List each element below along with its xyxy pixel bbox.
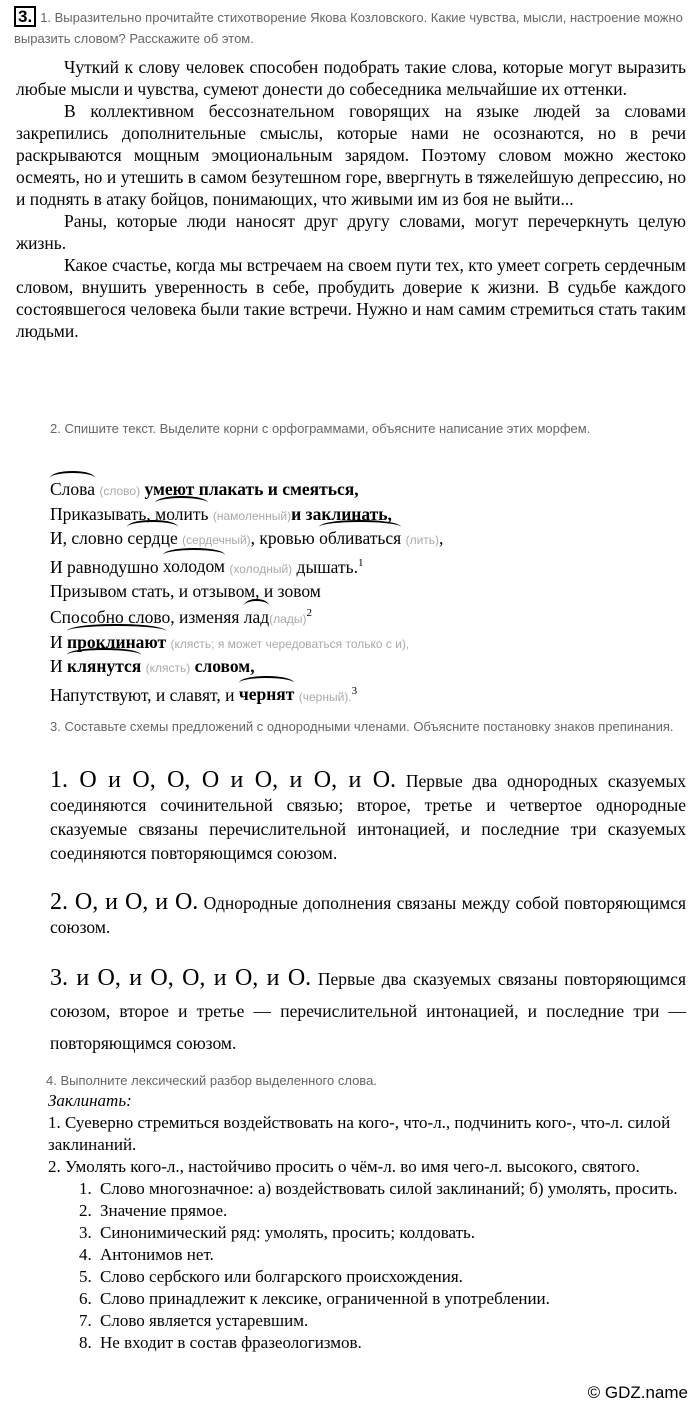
question-1 (14, 6, 692, 49)
word: холодом (163, 556, 226, 577)
poem-line: И клянутся (клясть) словом, (50, 656, 255, 677)
paragraph: В коллективном бессознательном говорящих на языке людей за словами закрепились дополнительные смыслы, которые нами не осознаются, но в речи раскрываются мощным эмоциональным зарядом. Поэтому словом можно жестоко осмеять, но и утешить в самом безутешном горе, ввергнуть в тяжелейшую депрессию, но и поднять в атаку бойцов, понимающих, что живыми им из боя не выйти... (16, 101, 686, 209)
lexical-analysis (48, 1090, 692, 1354)
footnote-mark: 2 (306, 607, 312, 620)
scheme: 1. О и О, О, О и О, и О, и О. (50, 767, 397, 793)
hint: (клясть) (145, 661, 191, 676)
poem-line: Призывом стать, и отзывом, и зовом (50, 580, 321, 601)
hint: (черный). (298, 689, 352, 704)
list-item: 8. Не входит в состав фразеологизмов. (96, 1332, 692, 1354)
answer-3-2 (50, 890, 686, 939)
hint: (намоленный) (212, 508, 292, 523)
list-item: 4. Антонимов нет. (96, 1244, 692, 1266)
meaning-1: 1. Суеверно стремиться воздействовать на кого-, что-л., подчинить кого-, что-л. силой заклинаний. (48, 1113, 671, 1154)
essay (16, 56, 686, 342)
paragraph: Чуткий к слову человек способен подобрать такие слова, которые могут выразить любые мысли и чувства, сумеют донести до собеседника мельчайшие их оттенки. (16, 57, 686, 99)
footnote-mark: 1 (358, 556, 364, 569)
list-item: 5. Слово сербского или болгарского происхождения. (96, 1266, 692, 1288)
list-item: 3. Синонимический ряд: умолять, просить; колдовать. (96, 1222, 692, 1244)
question-1-text: 1. Выразительно прочитайте стихотворение Якова Козловского. Какие чувства, мысли, настроение можно выразить словом? Расскажите об этом. (14, 10, 683, 46)
poem-line: Напутствуют, и славят, и чернят (черный).$^3$ (50, 684, 358, 705)
task-number: 3. (14, 6, 36, 27)
paragraph: Какое счастье, когда мы встречаем на своем пути тех, кто умеет согреть сердечным словом, внушить уверенность в себе, пробудить доверие к жизни. В судьбе каждого состоявшегося человека были такие встречи. Нужно и нам самим стремиться стать таким людьми. (16, 255, 686, 341)
word: проклинают (67, 631, 167, 652)
explanation: Первые два сказуемых связаны повторяющимся союзом, второе и третье — перечислительной интонацией, и последние три — повторяющимся союзом. (50, 969, 686, 1053)
poem-line: И проклинают (клясть; я может чередоваться только с и), (50, 631, 410, 652)
list-item: 7. Слово является устаревшим. (96, 1310, 692, 1332)
word: обливаться (319, 528, 402, 548)
word: , кровью (250, 528, 315, 548)
scheme: 2. О, и О, и О. (50, 889, 199, 915)
explanation: Первые два однородных сказуемых соединяются сочинительной связью; второе, третье и четвертое однородные сказуемые связаны перечислительной интонацией, и последние три сказуемых соединяются повторяющимся союзом. (50, 771, 687, 863)
poem-line: И, словно сердце (сердечный), кровью обливаться (лить), (50, 528, 444, 548)
list-item: 6. Слово принадлежит к лексике, ограниченной в употреблении. (96, 1288, 692, 1310)
hint: (клясть; я может чередоваться только с и), (170, 636, 410, 651)
word: сердце (127, 528, 178, 548)
word: молить (155, 503, 209, 524)
word: умеют плакать и смеяться, (144, 479, 359, 499)
poem-line: Способно слово, изменяя лад(лады)$^2$ (50, 607, 312, 628)
hint: (сердечный) (182, 533, 251, 547)
word: лад (243, 607, 270, 628)
question-3: 3. Составьте схемы предложений с однородными членами. Объясните постановку знаков препинания. (50, 719, 674, 734)
analyzed-word: Заклинать: (48, 1091, 132, 1110)
explanation: Однородные дополнения связаны между собой повторяющимся союзом. (50, 893, 687, 937)
poem-line: И равнодушно холодом (холодный) дышать.$^1$ (50, 556, 364, 577)
answer-3-1 (50, 768, 686, 865)
watermark: © GDZ.name (587, 1383, 688, 1402)
question-2: 2. Спишите текст. Выделите корни с орфограммами, объясните написание этих морфем. (50, 421, 591, 436)
word: Слова (50, 479, 95, 499)
list-item: 1. Слово многозначное: а) воздействовать силой заклинаний; б) умолять, просить. (96, 1178, 692, 1200)
poem-line: Приказывать, молить (намоленный)и заклинать, (50, 503, 392, 524)
answer-3-3 (50, 962, 686, 1059)
analysis-list (68, 1178, 692, 1354)
scheme: 3. и О, и О, О, и О, и О. (50, 965, 312, 991)
hint: (холодный) (229, 561, 293, 576)
word: И, словно (50, 528, 124, 548)
highlighted-word: и заклинать (291, 503, 388, 524)
poem-line (50, 478, 692, 503)
list-item: 2. Значение прямое. (96, 1200, 692, 1222)
hint: (лить) (405, 533, 440, 547)
word: чернят (238, 684, 295, 705)
question-4: 4. Выполните лексический разбор выделенного слова. (46, 1073, 377, 1088)
paragraph: Раны, которые люди наносят друг другу словами, могут перечеркнуть целую жизнь. (16, 211, 686, 253)
meaning-2: 2. Умолять кого-л., настойчиво просить о чём-л. во имя чего-л. высокого, святого. (48, 1157, 640, 1176)
poem (50, 478, 692, 708)
word: Приказывать, (50, 503, 151, 524)
word: клянутся (67, 656, 142, 677)
hint: (слово) (99, 484, 141, 498)
hint: (лады) (269, 612, 307, 627)
footnote-mark: 3 (351, 684, 358, 697)
